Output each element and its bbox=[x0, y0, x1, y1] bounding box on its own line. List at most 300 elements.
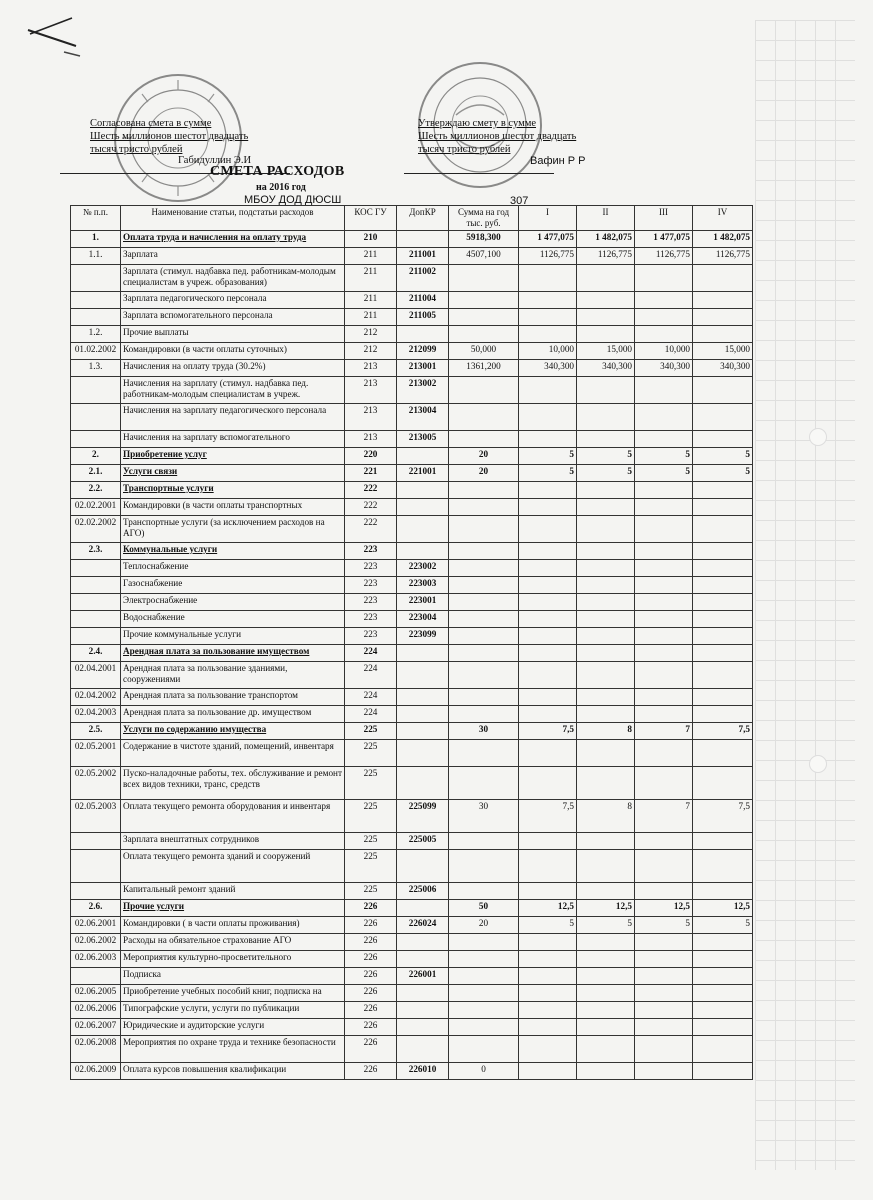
table-row bbox=[71, 1036, 753, 1063]
row-kosgu: 213 bbox=[345, 360, 397, 377]
table-row bbox=[71, 662, 753, 689]
row-dopkr: 223001 bbox=[397, 594, 449, 611]
row-number: 02.06.2002 bbox=[71, 934, 121, 951]
table-row bbox=[71, 689, 753, 706]
row-q1 bbox=[519, 377, 577, 404]
punch-hole bbox=[809, 428, 827, 446]
row-q1 bbox=[519, 292, 577, 309]
row-name: Арендная плата за пользование зданиями, сооружениями bbox=[121, 662, 345, 689]
row-q1 bbox=[519, 482, 577, 499]
row-number: 02.05.2002 bbox=[71, 767, 121, 800]
row-dopkr: 225006 bbox=[397, 883, 449, 900]
organization-name: МБОУ ДОД ДЮСШ bbox=[244, 194, 342, 206]
row-name: Начисления на оплату труда (30.2%) bbox=[121, 360, 345, 377]
row-kosgu: 223 bbox=[345, 560, 397, 577]
row-kosgu: 213 bbox=[345, 431, 397, 448]
table-row bbox=[71, 326, 753, 343]
row-kosgu: 226 bbox=[345, 917, 397, 934]
row-name: Прочие услуги bbox=[121, 900, 345, 917]
row-number: 02.06.2003 bbox=[71, 951, 121, 968]
row-q2 bbox=[577, 883, 635, 900]
row-q2: 5 bbox=[577, 448, 635, 465]
row-kosgu: 222 bbox=[345, 482, 397, 499]
page-number: 307 bbox=[510, 195, 529, 207]
row-q1 bbox=[519, 594, 577, 611]
row-q3: 7 bbox=[635, 800, 693, 833]
row-q4 bbox=[693, 404, 753, 431]
table-row bbox=[71, 723, 753, 740]
row-q1 bbox=[519, 543, 577, 560]
row-q3: 12,5 bbox=[635, 900, 693, 917]
approval-right-block bbox=[418, 117, 718, 156]
row-dopkr bbox=[397, 1002, 449, 1019]
row-kosgu: 226 bbox=[345, 1002, 397, 1019]
table-row bbox=[71, 800, 753, 833]
row-dopkr bbox=[397, 706, 449, 723]
row-q4 bbox=[693, 767, 753, 800]
row-sum: 5918,300 bbox=[449, 231, 519, 248]
row-q4 bbox=[693, 292, 753, 309]
row-q2 bbox=[577, 1019, 635, 1036]
table-row bbox=[71, 448, 753, 465]
approval-right-line-2: Шесть миллионов шестот двадцать bbox=[418, 131, 577, 142]
row-sum bbox=[449, 516, 519, 543]
row-q3 bbox=[635, 706, 693, 723]
approval-left-block bbox=[90, 117, 340, 156]
row-q2 bbox=[577, 645, 635, 662]
row-name: Арендная плата за пользование транспортом bbox=[121, 689, 345, 706]
row-q2 bbox=[577, 265, 635, 292]
row-kosgu: 224 bbox=[345, 662, 397, 689]
row-kosgu: 226 bbox=[345, 1036, 397, 1063]
row-dopkr: 213002 bbox=[397, 377, 449, 404]
row-kosgu: 226 bbox=[345, 951, 397, 968]
row-q2: 1 482,075 bbox=[577, 231, 635, 248]
row-q3 bbox=[635, 577, 693, 594]
row-name: Прочие выплаты bbox=[121, 326, 345, 343]
row-q1 bbox=[519, 740, 577, 767]
row-kosgu: 223 bbox=[345, 594, 397, 611]
row-dopkr: 223099 bbox=[397, 628, 449, 645]
row-number bbox=[71, 628, 121, 645]
table-row bbox=[71, 951, 753, 968]
table-row bbox=[71, 343, 753, 360]
table-row bbox=[71, 309, 753, 326]
table-row bbox=[71, 934, 753, 951]
row-dopkr bbox=[397, 985, 449, 1002]
row-q3 bbox=[635, 516, 693, 543]
row-q2 bbox=[577, 594, 635, 611]
row-number bbox=[71, 883, 121, 900]
row-q2: 5 bbox=[577, 465, 635, 482]
row-name: Приобретение услуг bbox=[121, 448, 345, 465]
row-kosgu: 225 bbox=[345, 723, 397, 740]
row-q1: 5 bbox=[519, 448, 577, 465]
row-name: Оплата текущего ремонта оборудования и инвентаря bbox=[121, 800, 345, 833]
row-dopkr bbox=[397, 934, 449, 951]
row-name: Командировки (в части оплаты транспортных bbox=[121, 499, 345, 516]
row-kosgu: 213 bbox=[345, 377, 397, 404]
row-q3: 1126,775 bbox=[635, 248, 693, 265]
row-q1 bbox=[519, 611, 577, 628]
row-name: Начисления на зарплату (стимул. надбавка пед. работникам-молодым специалистам в учреж. bbox=[121, 377, 345, 404]
row-number bbox=[71, 309, 121, 326]
row-q4 bbox=[693, 543, 753, 560]
row-kosgu: 211 bbox=[345, 265, 397, 292]
row-q3 bbox=[635, 689, 693, 706]
row-q2 bbox=[577, 689, 635, 706]
row-q3 bbox=[635, 645, 693, 662]
row-sum bbox=[449, 1002, 519, 1019]
row-q2 bbox=[577, 292, 635, 309]
col-header-name: Наименование статьи, подстатьи расходов bbox=[121, 206, 345, 231]
expense-estimate-table bbox=[70, 205, 753, 1080]
row-q1 bbox=[519, 850, 577, 883]
row-sum bbox=[449, 934, 519, 951]
row-name: Мероприятия по охране труда и технике безопасности bbox=[121, 1036, 345, 1063]
row-q3 bbox=[635, 482, 693, 499]
row-q1 bbox=[519, 499, 577, 516]
row-q3 bbox=[635, 934, 693, 951]
row-q2 bbox=[577, 377, 635, 404]
row-name: Оплата курсов повышения квалификации bbox=[121, 1063, 345, 1080]
row-q3: 5 bbox=[635, 448, 693, 465]
col-header-sum: Сумма на год тыс. руб. bbox=[449, 206, 519, 231]
row-name: Арендная плата за пользование др. имуществом bbox=[121, 706, 345, 723]
row-dopkr bbox=[397, 662, 449, 689]
row-q4: 15,000 bbox=[693, 343, 753, 360]
row-name: Приобретение учебных пособий книг, подписка на bbox=[121, 985, 345, 1002]
row-kosgu: 226 bbox=[345, 968, 397, 985]
row-q4 bbox=[693, 968, 753, 985]
row-q3 bbox=[635, 326, 693, 343]
row-q4 bbox=[693, 934, 753, 951]
row-sum bbox=[449, 326, 519, 343]
row-q2 bbox=[577, 1063, 635, 1080]
row-q3 bbox=[635, 560, 693, 577]
row-q1: 7,5 bbox=[519, 800, 577, 833]
row-number bbox=[71, 577, 121, 594]
row-kosgu: 223 bbox=[345, 628, 397, 645]
row-kosgu: 226 bbox=[345, 985, 397, 1002]
row-dopkr bbox=[397, 689, 449, 706]
row-q4 bbox=[693, 577, 753, 594]
row-q4: 5 bbox=[693, 917, 753, 934]
row-sum bbox=[449, 377, 519, 404]
table-row bbox=[71, 465, 753, 482]
table-row bbox=[71, 968, 753, 985]
approval-left-line-3: тысяч тристо рублей bbox=[90, 144, 183, 155]
row-sum bbox=[449, 611, 519, 628]
row-q3: 340,300 bbox=[635, 360, 693, 377]
row-dopkr: 211001 bbox=[397, 248, 449, 265]
row-q1 bbox=[519, 706, 577, 723]
row-number: 01.02.2002 bbox=[71, 343, 121, 360]
table-row bbox=[71, 499, 753, 516]
row-dopkr: 221001 bbox=[397, 465, 449, 482]
row-q4 bbox=[693, 883, 753, 900]
row-q4 bbox=[693, 516, 753, 543]
row-q1: 1126,775 bbox=[519, 248, 577, 265]
row-q3 bbox=[635, 968, 693, 985]
row-number bbox=[71, 833, 121, 850]
row-q2 bbox=[577, 543, 635, 560]
row-sum bbox=[449, 431, 519, 448]
row-q1 bbox=[519, 431, 577, 448]
row-q3 bbox=[635, 611, 693, 628]
row-name: Арендная плата за пользование имуществом bbox=[121, 645, 345, 662]
row-number bbox=[71, 611, 121, 628]
row-name: Командировки ( в части оплаты проживания) bbox=[121, 917, 345, 934]
row-dopkr: 226001 bbox=[397, 968, 449, 985]
row-number: 02.06.2008 bbox=[71, 1036, 121, 1063]
row-q1 bbox=[519, 628, 577, 645]
row-sum bbox=[449, 767, 519, 800]
row-name: Зарплата педагогического персонала bbox=[121, 292, 345, 309]
approval-right-line-1: Утверждаю смету в сумме bbox=[418, 118, 537, 129]
table-row bbox=[71, 1019, 753, 1036]
row-sum bbox=[449, 883, 519, 900]
row-q2 bbox=[577, 767, 635, 800]
row-q3 bbox=[635, 499, 693, 516]
row-number: 02.06.2009 bbox=[71, 1063, 121, 1080]
table-header-row bbox=[71, 206, 753, 231]
row-sum bbox=[449, 482, 519, 499]
row-dopkr: 226024 bbox=[397, 917, 449, 934]
row-q2 bbox=[577, 431, 635, 448]
table-row bbox=[71, 516, 753, 543]
row-number: 2.5. bbox=[71, 723, 121, 740]
row-q3 bbox=[635, 1063, 693, 1080]
row-name: Капитальный ремонт зданий bbox=[121, 883, 345, 900]
row-q4: 7,5 bbox=[693, 800, 753, 833]
row-q3 bbox=[635, 883, 693, 900]
row-sum bbox=[449, 292, 519, 309]
row-number: 1. bbox=[71, 231, 121, 248]
row-sum bbox=[449, 833, 519, 850]
row-q1 bbox=[519, 883, 577, 900]
row-q4 bbox=[693, 833, 753, 850]
row-dopkr bbox=[397, 850, 449, 883]
approval-left-line-2: Шесть миллионов шестот двадцать bbox=[90, 131, 249, 142]
table-row bbox=[71, 577, 753, 594]
row-q1 bbox=[519, 1036, 577, 1063]
row-q2 bbox=[577, 482, 635, 499]
row-q2: 8 bbox=[577, 800, 635, 833]
row-sum bbox=[449, 577, 519, 594]
row-number: 2.4. bbox=[71, 645, 121, 662]
row-sum bbox=[449, 645, 519, 662]
row-kosgu: 225 bbox=[345, 883, 397, 900]
row-q2 bbox=[577, 628, 635, 645]
row-name: Пуско-наладочные работы, тех. обслуживание и ремонт всех видов техники, транс, средств bbox=[121, 767, 345, 800]
row-q2 bbox=[577, 1002, 635, 1019]
row-sum: 30 bbox=[449, 723, 519, 740]
row-q4 bbox=[693, 326, 753, 343]
row-kosgu: 213 bbox=[345, 404, 397, 431]
row-q2 bbox=[577, 740, 635, 767]
row-kosgu: 212 bbox=[345, 326, 397, 343]
row-q2 bbox=[577, 404, 635, 431]
row-dopkr: 223004 bbox=[397, 611, 449, 628]
row-name: Транспортные услуги (за исключением расходов на АГО) bbox=[121, 516, 345, 543]
row-q3 bbox=[635, 662, 693, 689]
row-dopkr: 213005 bbox=[397, 431, 449, 448]
row-q1 bbox=[519, 577, 577, 594]
row-name: Газоснабжение bbox=[121, 577, 345, 594]
row-q4 bbox=[693, 265, 753, 292]
row-q4: 1126,775 bbox=[693, 248, 753, 265]
row-name: Прочие коммунальные услуги bbox=[121, 628, 345, 645]
table-row bbox=[71, 985, 753, 1002]
row-q1 bbox=[519, 1019, 577, 1036]
row-sum bbox=[449, 594, 519, 611]
row-sum bbox=[449, 1036, 519, 1063]
row-q4 bbox=[693, 377, 753, 404]
row-q4: 12,5 bbox=[693, 900, 753, 917]
row-q2: 1126,775 bbox=[577, 248, 635, 265]
row-q3: 1 477,075 bbox=[635, 231, 693, 248]
row-q3 bbox=[635, 594, 693, 611]
row-q1 bbox=[519, 265, 577, 292]
row-q4 bbox=[693, 1063, 753, 1080]
row-number: 2. bbox=[71, 448, 121, 465]
signer-left-name: Габидуллин Э.И bbox=[178, 155, 252, 166]
row-kosgu: 225 bbox=[345, 767, 397, 800]
row-name: Водоснабжение bbox=[121, 611, 345, 628]
row-kosgu: 224 bbox=[345, 706, 397, 723]
row-q1 bbox=[519, 985, 577, 1002]
table-row bbox=[71, 594, 753, 611]
table-row bbox=[71, 767, 753, 800]
row-kosgu: 210 bbox=[345, 231, 397, 248]
row-number: 2.2. bbox=[71, 482, 121, 499]
row-number: 2.3. bbox=[71, 543, 121, 560]
row-q3 bbox=[635, 543, 693, 560]
row-number bbox=[71, 560, 121, 577]
row-sum bbox=[449, 404, 519, 431]
row-number: 2.1. bbox=[71, 465, 121, 482]
row-dopkr bbox=[397, 499, 449, 516]
row-q1 bbox=[519, 404, 577, 431]
row-kosgu: 222 bbox=[345, 516, 397, 543]
row-name: Услуги по содержанию имущества bbox=[121, 723, 345, 740]
row-q4: 340,300 bbox=[693, 360, 753, 377]
row-number: 02.04.2002 bbox=[71, 689, 121, 706]
row-dopkr bbox=[397, 448, 449, 465]
row-q2 bbox=[577, 560, 635, 577]
row-q3 bbox=[635, 767, 693, 800]
row-sum bbox=[449, 309, 519, 326]
row-dopkr: 211002 bbox=[397, 265, 449, 292]
row-q3 bbox=[635, 985, 693, 1002]
row-name: Типографские услуги, услуги по публикации bbox=[121, 1002, 345, 1019]
row-sum: 50,000 bbox=[449, 343, 519, 360]
table-row bbox=[71, 706, 753, 723]
row-sum: 0 bbox=[449, 1063, 519, 1080]
row-name: Зарплата вспомогательного персонала bbox=[121, 309, 345, 326]
table-row bbox=[71, 1063, 753, 1080]
row-q2 bbox=[577, 1036, 635, 1063]
row-sum bbox=[449, 543, 519, 560]
row-kosgu: 222 bbox=[345, 499, 397, 516]
row-dopkr: 213004 bbox=[397, 404, 449, 431]
row-q4: 5 bbox=[693, 465, 753, 482]
row-kosgu: 211 bbox=[345, 309, 397, 326]
table-row bbox=[71, 404, 753, 431]
row-number: 02.02.2001 bbox=[71, 499, 121, 516]
row-sum: 4507,100 bbox=[449, 248, 519, 265]
row-name: Начисления на зарплату вспомогательного bbox=[121, 431, 345, 448]
row-q2 bbox=[577, 934, 635, 951]
row-number bbox=[71, 292, 121, 309]
row-q2: 5 bbox=[577, 917, 635, 934]
table-row bbox=[71, 628, 753, 645]
row-sum bbox=[449, 968, 519, 985]
row-q1 bbox=[519, 1063, 577, 1080]
row-kosgu: 226 bbox=[345, 1019, 397, 1036]
row-sum bbox=[449, 628, 519, 645]
row-q2 bbox=[577, 985, 635, 1002]
signer-right-name: Вафин Р Р bbox=[530, 155, 586, 167]
row-number: 02.06.2006 bbox=[71, 1002, 121, 1019]
row-q1 bbox=[519, 662, 577, 689]
table-row bbox=[71, 883, 753, 900]
row-number bbox=[71, 265, 121, 292]
row-q1 bbox=[519, 326, 577, 343]
row-name: Коммунальные услуги bbox=[121, 543, 345, 560]
row-q2 bbox=[577, 516, 635, 543]
table-row bbox=[71, 560, 753, 577]
row-sum bbox=[449, 985, 519, 1002]
row-name: Транспортные услуги bbox=[121, 482, 345, 499]
row-q3 bbox=[635, 833, 693, 850]
col-header-q4: IV bbox=[693, 206, 753, 231]
row-number: 2.6. bbox=[71, 900, 121, 917]
row-number bbox=[71, 431, 121, 448]
row-q3 bbox=[635, 740, 693, 767]
row-dopkr bbox=[397, 543, 449, 560]
table-row bbox=[71, 482, 753, 499]
row-q1: 12,5 bbox=[519, 900, 577, 917]
row-q1: 5 bbox=[519, 465, 577, 482]
row-q4 bbox=[693, 499, 753, 516]
row-kosgu: 226 bbox=[345, 900, 397, 917]
row-q4 bbox=[693, 706, 753, 723]
row-q1 bbox=[519, 767, 577, 800]
row-q3 bbox=[635, 265, 693, 292]
row-q2 bbox=[577, 833, 635, 850]
row-sum bbox=[449, 560, 519, 577]
row-dopkr bbox=[397, 231, 449, 248]
row-dopkr: 226010 bbox=[397, 1063, 449, 1080]
row-q4 bbox=[693, 689, 753, 706]
row-q4 bbox=[693, 850, 753, 883]
row-name: Мероприятия культурно-просветительного bbox=[121, 951, 345, 968]
row-dopkr bbox=[397, 326, 449, 343]
row-q1 bbox=[519, 516, 577, 543]
row-q4 bbox=[693, 611, 753, 628]
row-q3: 10,000 bbox=[635, 343, 693, 360]
table-row bbox=[71, 900, 753, 917]
row-kosgu: 224 bbox=[345, 645, 397, 662]
row-dopkr: 225005 bbox=[397, 833, 449, 850]
col-header-q3: III bbox=[635, 206, 693, 231]
row-number: 02.04.2001 bbox=[71, 662, 121, 689]
row-q3 bbox=[635, 951, 693, 968]
row-dopkr: 211004 bbox=[397, 292, 449, 309]
row-sum bbox=[449, 499, 519, 516]
